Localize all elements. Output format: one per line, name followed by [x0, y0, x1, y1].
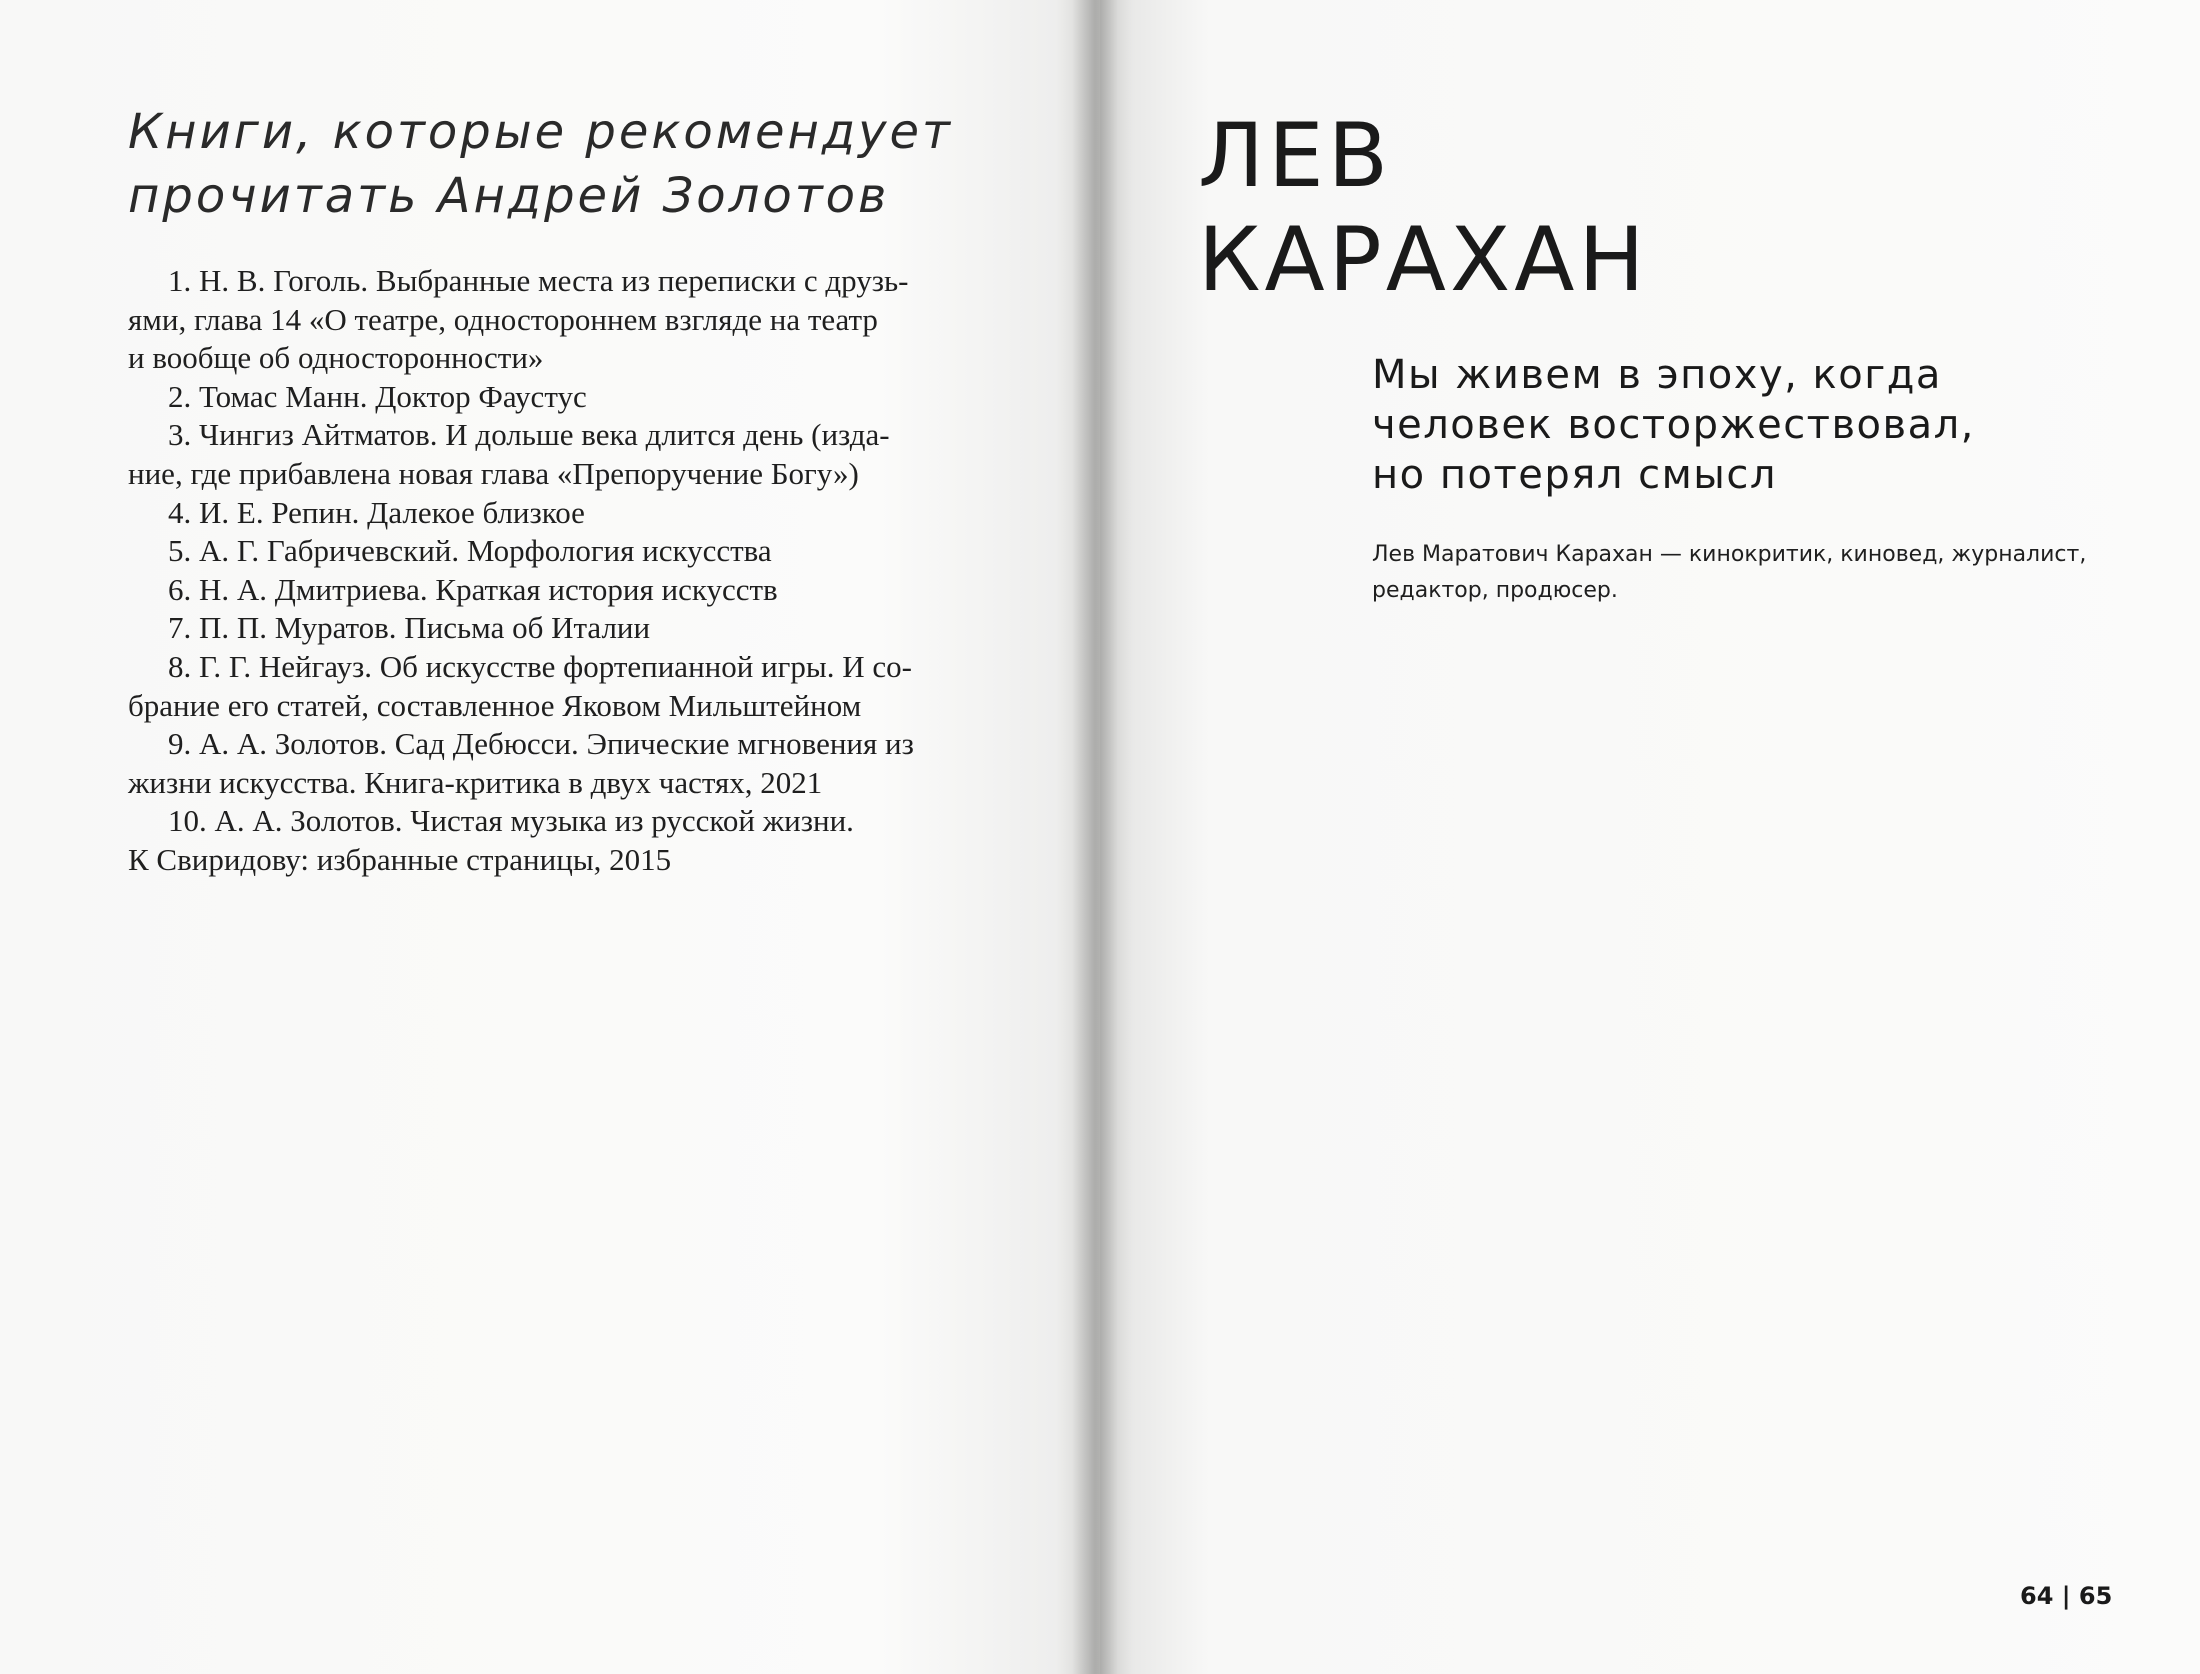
- quote-line: Мы живем в эпоху, когда: [1372, 352, 1942, 398]
- list-line: 6. Н. А. Дмитриева. Краткая история искусств: [168, 571, 778, 607]
- list-line: 3. Чингиз Айтматов. И дольше века длится день (изда-: [168, 417, 890, 453]
- list-line: 8. Г. Г. Нейгауз. Об искусстве фортепианной игры. И со-: [168, 648, 912, 684]
- recommended-books-title: [128, 100, 953, 228]
- epigraph-quote: [1372, 350, 2152, 500]
- title-line: Книги, которые рекомендует: [128, 104, 953, 160]
- quote-line: но потерял смысл: [1372, 452, 1777, 498]
- list-line: 10. А. А. Золотов. Чистая музыка из русской жизни.: [168, 803, 854, 839]
- list-line: ние, где прибавлена новая глава «Препоручение Богу»): [128, 455, 859, 491]
- list-line: 4. И. Е. Репин. Далекое близкое: [168, 494, 585, 530]
- bio-line: Лев Маратович Карахан — кинокритик, киновед, журналист,: [1372, 542, 2087, 567]
- list-line: ями, глава 14 «О театре, одностороннем взгляде на театр: [128, 301, 878, 337]
- list-line: К Свиридову: избранные страницы, 2015: [128, 841, 672, 877]
- title-line: прочитать Андрей Золотов: [128, 168, 890, 224]
- list-line: жизни искусства. Книга-критика в двух частях, 2021: [128, 764, 823, 800]
- page-number: 64 | 65: [2020, 1582, 2113, 1610]
- book-gutter: [1072, 0, 1118, 1674]
- list-line: 7. П. П. Муратов. Письма об Италии: [168, 610, 651, 646]
- quote-line: человек восторжествовал,: [1372, 402, 1975, 448]
- list-line: и вообще об односторонности»: [128, 340, 544, 376]
- list-line: 5. А. Г. Габричевский. Морфология искусства: [168, 533, 772, 569]
- bio-line: редактор, продюсер.: [1372, 578, 1618, 603]
- name-line: ЛЕВ: [1198, 104, 1393, 207]
- book-list: [128, 262, 1018, 880]
- name-line: КАРАХАН: [1198, 208, 1649, 311]
- list-line: 9. А. А. Золотов. Сад Дебюсси. Эпические мгновения из: [168, 726, 914, 762]
- list-line: 2. Томас Манн. Доктор Фаустус: [168, 378, 587, 414]
- list-line: брание его статей, составленное Яковом Мильштейном: [128, 687, 862, 723]
- author-name-heading: [1198, 104, 1998, 312]
- list-line: 1. Н. В. Гоголь. Выбранные места из переписки с друзь-: [168, 263, 909, 298]
- author-bio: [1372, 537, 2112, 609]
